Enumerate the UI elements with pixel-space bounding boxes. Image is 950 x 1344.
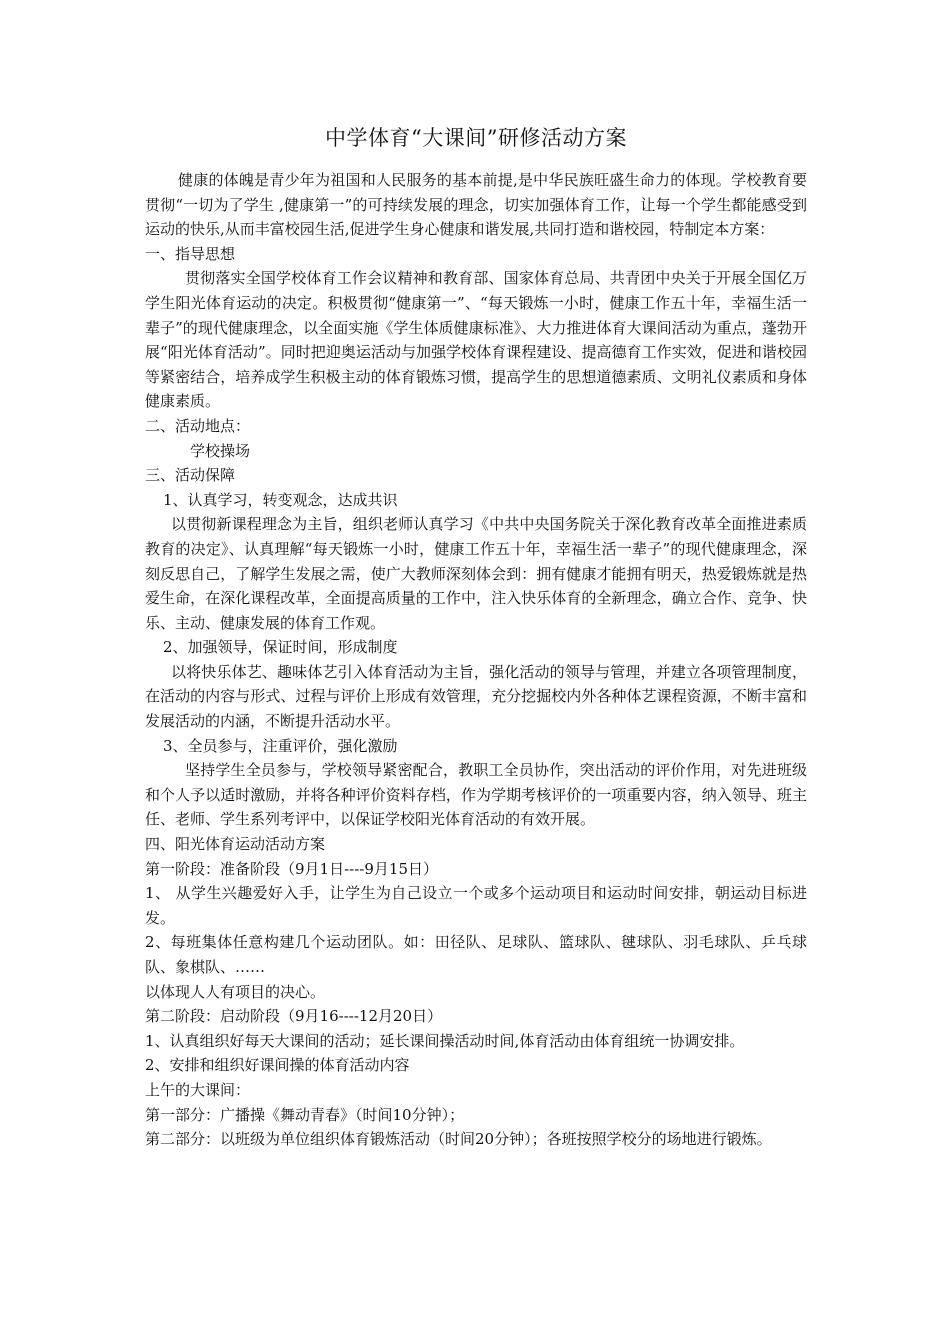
stage-1-item-2: 2、每班集体任意构建几个运动团队。如：田径队、足球队、篮球队、毽球队、羽毛球队、乒乓球队、象棋队、……: [145, 933, 807, 976]
guarantee-item-3-heading: 3、全员参与，注重评价，强化激励: [163, 736, 398, 755]
stage-1-note: 以体现人人有项目的决心。: [145, 982, 326, 1001]
section-heading-plan: 四、阳光体育运动活动方案: [145, 835, 326, 854]
document-page: [145, 118, 807, 1152]
morning-break-part-1: 第一部分：广播操《舞动青春》（时间10分钟）；: [145, 1105, 465, 1124]
morning-break-heading: 上午的大课间：: [145, 1080, 251, 1099]
section-heading-venue: 二、活动地点：: [145, 416, 251, 435]
guarantee-item-3-paragraph: 坚持学生全员参与，学校领导紧密配合，教职工全员协作，突出活动的评价作用，对先进班级和个人予以适时激励，并将各种评价资料存档，作为学期考核评价的一项重要内容，纳入领导、班主任、老师、学生系列考评中，以保证学校阳光体育活动的有效开展。: [145, 761, 807, 829]
morning-break-part-2: 第二部分：以班级为单位组织体育锻炼活动（时间20分钟）；各班按照学校分的场地进行锻炼。: [145, 1130, 772, 1149]
stage-1-item-1: 1、 从学生兴趣爱好入手，让学生为自己设立一个或多个运动项目和运动时间安排，朝运动目标进发。: [145, 884, 807, 927]
stage-1-heading: 第一阶段：准备阶段（9月1日----9月15日）: [145, 859, 438, 878]
guarantee-item-1-heading: 1、认真学习，转变观念，达成共识: [163, 490, 398, 509]
guarantee-item-2-paragraph: 以将快乐体艺、趣味体艺引入体育活动为主旨，强化活动的领导与管理，并建立各项管理制度，在活动的内容与形式、过程与评价上形成有效管理，充分挖掘校内外各种体艺课程资源，不断丰富和发展活动的内涵，不断提升活动水平。: [145, 662, 807, 731]
section-heading-guiding-ideology: 一、指导思想: [145, 244, 236, 263]
guarantee-item-1-paragraph: 以贯彻新课程理念为主旨，组织老师认真学习《中共中央国务院关于深化教育改革全面推进素质教育的决定》、认真理解“每天锻炼一小时，健康工作五十年，幸福生活一辈子”的现代健康理念，深刻反思自己，了解学生发展之需，使广大教师深刻体会到：拥有健康才能拥有明天，热爱锻炼就是热爱生命，在深化课程改革，全面提高质量的工作中，注入快乐体育的全新理念，确立合作、竞争、快乐、主动、健康发展的体育工作观。: [145, 515, 807, 632]
stage-2-item-2: 2、安排和组织好课间操的体育活动内容: [145, 1056, 410, 1075]
document-title: 中学体育“大课间”研修活动方案: [325, 126, 627, 150]
guiding-ideology-paragraph: 贯彻落实全国学校体育工作会议精神和教育部、国家体育总局、共青团中央关于开展全国亿万学生阳光体育运动的决定。积极贯彻“健康第一”、“每天锻炼一小时，健康工作五十年，幸福生活一辈子”的现代健康理念，以全面实施《学生体质健康标准》、大力推进体育大课间活动为重点，蓬勃开展“阳光体育活动”。同时把迎奥运活动与加强学校体育课程建设、提高德育工作实效，促进和谐校园等紧密结合，培养成学生积极主动的体育锻炼习惯，提高学生的思想道德素质、文明礼仪素质和身体健康素质。: [145, 269, 807, 411]
stage-2-item-1: 1、认真组织好每天大课间的活动；延长课间操活动时间,体育活动由体育组统一协调安排。: [145, 1031, 745, 1050]
guarantee-item-2-heading: 2、加强领导，保证时间，形成制度: [163, 638, 398, 657]
venue-text: 学校操场: [190, 441, 251, 460]
stage-2-heading: 第二阶段：启动阶段（9月16----12月20日）: [145, 1007, 443, 1026]
section-heading-guarantee: 三、活动保障: [145, 466, 236, 485]
intro-paragraph: 健康的体魄是青少年为祖国和人民服务的基本前提,是中华民族旺盛生命力的体现。学校教育要贯彻“一切为了学生 ,健康第一”的可持续发展的理念，切实加强体育工作，让每一个学生都能感受到运动的快乐,从而丰富校园生活,促进学生身心健康和谐发展,共同打造和谐校园，特制定本方案：: [145, 171, 807, 239]
